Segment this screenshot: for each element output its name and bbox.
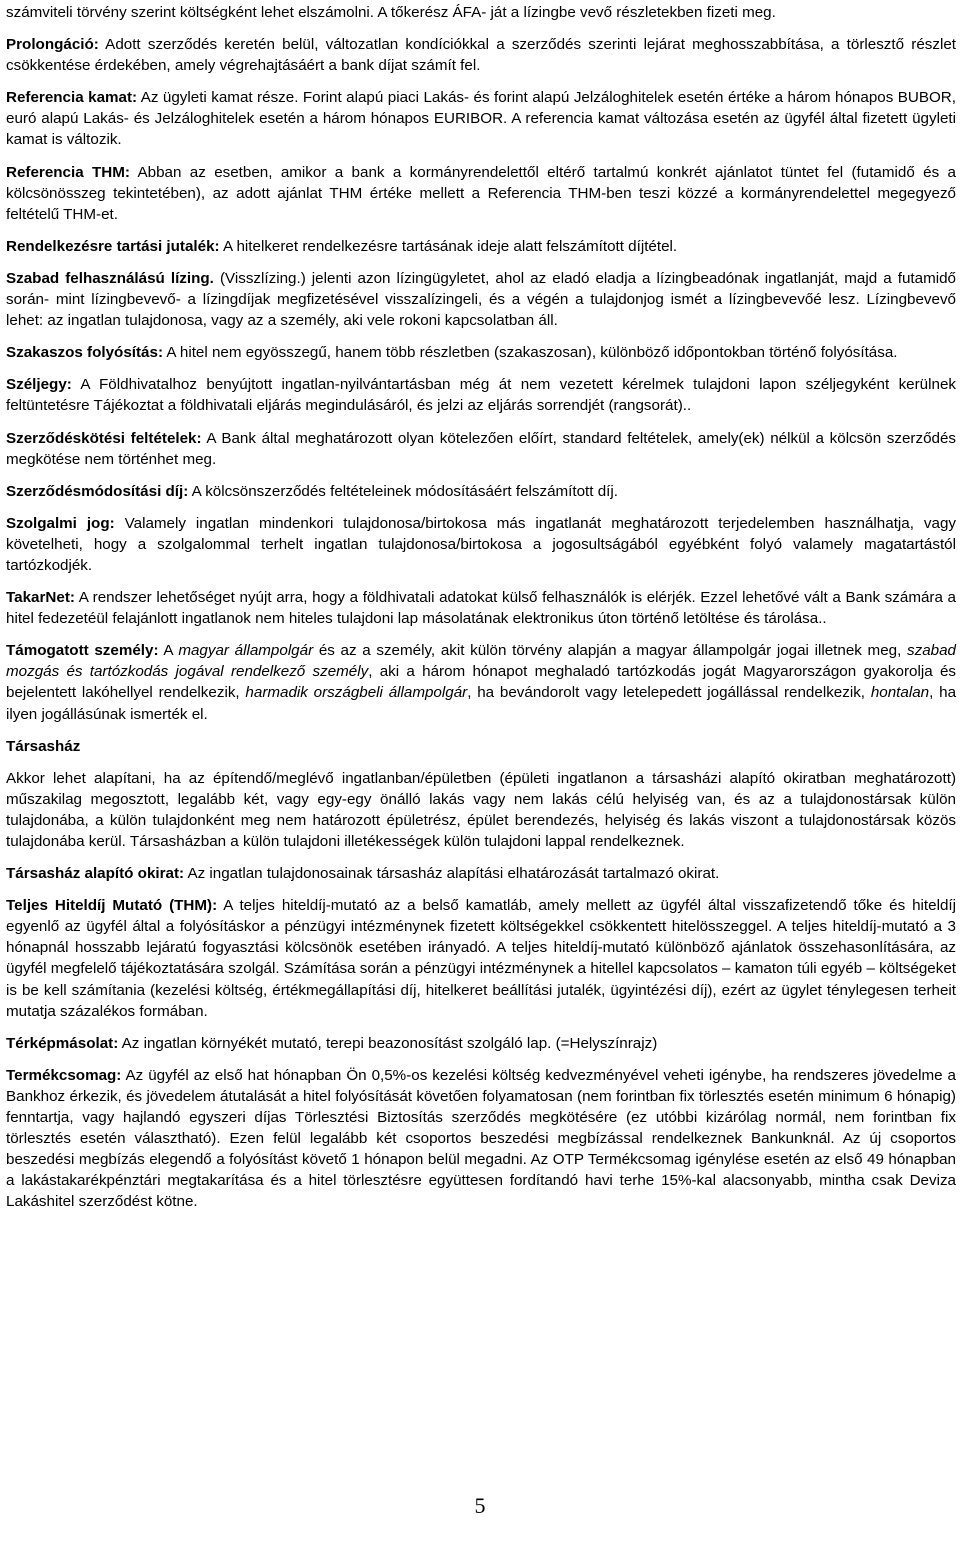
glossary-entries (6, 34, 956, 629)
glossary-text: Az ingatlan környékét mutató, terepi beazonosítást szolgáló lap. (=Helyszínrajz) (118, 1034, 658, 1052)
glossary-text: Valamely ingatlan mindenkori tulajdonosa/birtokosa más ingatlanát meghatározott terjedelemben használhatja, vagy követelheti, hogy a szolgalommal terhelt ingatlan tulajdonosa/birtokosa a jogosultságából egyébként folyó valamely magatartástól tartózkodjék. (6, 514, 956, 574)
glossary-text: A rendszer lehetőséget nyújt arra, hogy a földhivatali adatokat külső felhasználók is elérjék. Ezzel lehetővé vált a Bank számára a hitel fedezetéül felajánlott ingatlanok nem hiteles tulajdoni lap másolatának elektronikus úton történő letöltése és tárolása.. (6, 589, 956, 628)
glossary-text: Az ügyleti kamat része. Forint alapú piaci Lakás- és forint alapú Jelzáloghitelek esetén értéke a három hónapos BUBOR, euró alapú Lakás- és Jelzáloghitelek esetén a három hónapos EURIBOR. A referencia kamat változása esetén az ügyfél által fizetett ügyleti kamat is változik. (6, 89, 956, 149)
glossary-term: Szerződésmódosítási díj: (6, 482, 189, 500)
glossary-text: A teljes hiteldíj-mutató az a belső kamatláb, amely mellett az ügyfél által visszafizetendő tőke és hiteldíj egyenlő az ügyfél által a folyósításkor a pénzügyi intézménynek fizetett költségekkel csökkentett hitelösszeggel. A teljes hiteldíj-mutató a 3 hónapnál hosszabb lejáratú fogyasztási kölcsönök esetében irányadó. A teljes hiteldíj-mutató különböző ajánlatok összehasonlítására, az ügyfél megfelelő tájékoztatására szolgál. Számítása során a pénzügyi intézménynek a hitellel kapcsolatos – kamaton túli egyéb – költségeket is be kell számítania (kezelési költség, értékmegállapítási díj, hitelkeret beállítási jutalék, ügyintézési díj), ezért az ügylet ténylegesen terheit mutatja százalékos formában. (6, 897, 956, 1020)
glossary-term: Társasház alapító okirat: (6, 865, 185, 883)
glossary-entry (6, 587, 956, 629)
glossary-entry (6, 895, 956, 1022)
glossary-term: Referencia THM: (6, 163, 130, 181)
glossary-entry (6, 87, 956, 150)
glossary-entry (6, 1065, 956, 1213)
glossary-entry (6, 1033, 956, 1054)
glossary-italic-text: magyar állampolgár (178, 642, 314, 660)
glossary-entry (6, 374, 956, 416)
glossary-italic-text: szabad mozgás és tartózkodás jogával rendelkező személy (6, 642, 956, 681)
glossary-term: TakarNet: (6, 589, 75, 607)
glossary-entry (6, 513, 956, 576)
glossary-term: Térképmásolat: (6, 1034, 119, 1052)
glossary-text: Az ügyfél az első hat hónapban Ön 0,5%-os kezelési költség kedvezményével veheti igénybe, ha rendszeres jövedelme a Bankhoz érkezik, és jövedelem átutalását a hitel folyósítását követően folyamatosan (nem forintban fix törlesztés esetén minimum 6 hónapig) fenntartja, vagy hajlandó egyszeri díjas Törlesztési Biztosítás szerződés megkötésére (ez utóbbi kizárólag normál, nem forintban fix törlesztés esetén választható). Ezen felül legalább két csoportos beszedési megbízással rendelkeznek Bankunknál. Az új csoportos beszedési megbízás elegendő a folyósítást követő 1 hónapon belül megadni. Az OTP Termékcsomag igénylése esetén az első 49 hónapban a lakástakarékpénztári megtakarítása és a hitel törlesztésre együttesen fordítandó havi terhe 15%-kal alacsonyabb, mintha csak Deviza Lakáshitel szerződést kötne. (6, 1066, 956, 1211)
glossary-term: Szabad felhasználású lízing. (6, 269, 214, 287)
glossary-entry (6, 236, 956, 257)
glossary-text: (Visszlízing.) jelenti azon lízingügyletet, ahol az eladó eladja a lízingbeadónak ingatlanját, majd a futamidő során- mint lízingbevevő- a lízingdíjak megfizetésével visszalízingeli, és a végén a tulajdonjog ismét a lízingbevevőé lesz. Lízingbevevő lehet: az ingatlan tulajdonosa, vagy az a személy, aki vele rokoni kapcsolatban áll. (6, 269, 956, 330)
glossary-text: Adott szerződés keretén belül, változatlan kondíciókkal a szerződés szerinti lejárat meghosszabbítása, a törlesztő részlet csökkentése érdekében, amely végrehajtásáért a bank díjat számít fel. (6, 36, 956, 75)
glossary-term: Támogatott személy: (6, 642, 159, 660)
glossary-term: Teljes Hiteldíj Mutató (THM): (6, 897, 218, 915)
glossary-text: , aki a három hónapot meghaladó tartózkodás jogát Magyarországon gyakorolja és bejelentett lakóhellyel rendelkezik, (6, 663, 956, 702)
glossary-entry (6, 428, 956, 470)
glossary-text: A (158, 642, 179, 660)
glossary-text: , ha bevándorolt vagy letelepedett jogállással rendelkezik, (467, 684, 871, 702)
glossary-text: és az a személy, akit külön törvény alapján a magyar állampolgár jogai illetnek meg, (313, 642, 907, 660)
glossary-entries-2 (6, 863, 956, 1212)
glossary-text: A hitelkeret rendelkezésre tartásának ideje alatt felszámított díjtétel. (219, 237, 678, 255)
glossary-term: Szakaszos folyósítás: (6, 344, 163, 362)
glossary-italic-text: hontalan (870, 684, 930, 702)
document-page (6, 2, 956, 1213)
glossary-entry (6, 342, 956, 363)
glossary-term: Prolongáció: (6, 36, 99, 54)
page-number: 5 (474, 1493, 486, 1518)
glossary-text: , ha ilyen jogállásúnak ismerték el. (6, 684, 957, 723)
glossary-term: Referencia kamat: (6, 89, 138, 107)
glossary-entry-tamogatott-szemely (6, 640, 956, 724)
glossary-term: Termékcsomag: (6, 1066, 122, 1084)
glossary-term: Szolgalmi jog: (6, 514, 115, 532)
glossary-entry (6, 481, 956, 502)
glossary-entry (6, 34, 956, 76)
glossary-text: A Földhivatalhoz benyújtott ingatlan-nyilvántartásban még át nem vezetett kérelmek tulajdoni lapon széljegyként kerülnek feltüntetésre Tájékoztat a földhivatali eljárás megindulásáról, és jelzi az eljárás sorrendjét (rangsorát).. (6, 376, 956, 415)
glossary-term: Szerződéskötési feltételek: (6, 429, 202, 447)
glossary-entry (6, 863, 956, 884)
glossary-term: Rendelkezésre tartási jutalék: (6, 237, 220, 255)
glossary-entry (6, 162, 956, 225)
glossary-entry (6, 268, 956, 331)
glossary-text: A hitel nem egyösszegű, hanem több részletben (szakaszosan), különböző időpontokban történő folyósítása. (163, 344, 898, 362)
glossary-text: Abban az esetben, amikor a bank a kormányrendelettől eltérő tartalmú konkrét ajánlatot tüntet fel (futamidő és a kölcsönösszeg tekintetében), az adott ajánlat THM értéke mellett a Referencia THM-ben teszi közzé a kormányrendelettel megegyező feltételű THM-et. (6, 163, 956, 223)
intro-paragraph: számviteli törvény szerint költségként lehet elszámolni. A tőkerész ÁFA- ját a lízingbe vevő részletekben fizeti meg. (6, 4, 776, 21)
glossary-text: A Bank által meghatározott olyan kötelezően előírt, standard feltételek, amely(ek) nélkül a kölcsön szerződés megkötése nem történhet meg. (6, 429, 957, 468)
glossary-term: Széljegy: (6, 376, 72, 394)
section-heading-tarsashaz: Társasház (6, 737, 81, 755)
glossary-text: Az ingatlan tulajdonosainak társasház alapítási elhatározását tartalmazó okirat. (184, 865, 720, 883)
glossary-text: A kölcsönszerződés feltételeinek módosításáért felszámított díj. (188, 482, 618, 500)
glossary-italic-text: harmadik országbeli állampolgár (245, 684, 468, 702)
tarsashaz-paragraph: Akkor lehet alapítani, ha az építendő/meglévő ingatlanban/épületben (épületi ingatlanon a társasházi alapító okiratban meghatározott) műszakilag megosztott, legalább két, vagy egy-egy önálló lakás vagy nem lakás célú helyiség van, és az a tulajdonostársak külön tulajdonába, a külön tulajdonként meg nem határozott épületrész, épület berendezés, helyiség és lakás viszont a tulajdonostársak közös tulajdonába kerül. Társasházban a külön tulajdoni illetékességek külön tulajdoni lappal rendelkeznek. (6, 769, 956, 850)
